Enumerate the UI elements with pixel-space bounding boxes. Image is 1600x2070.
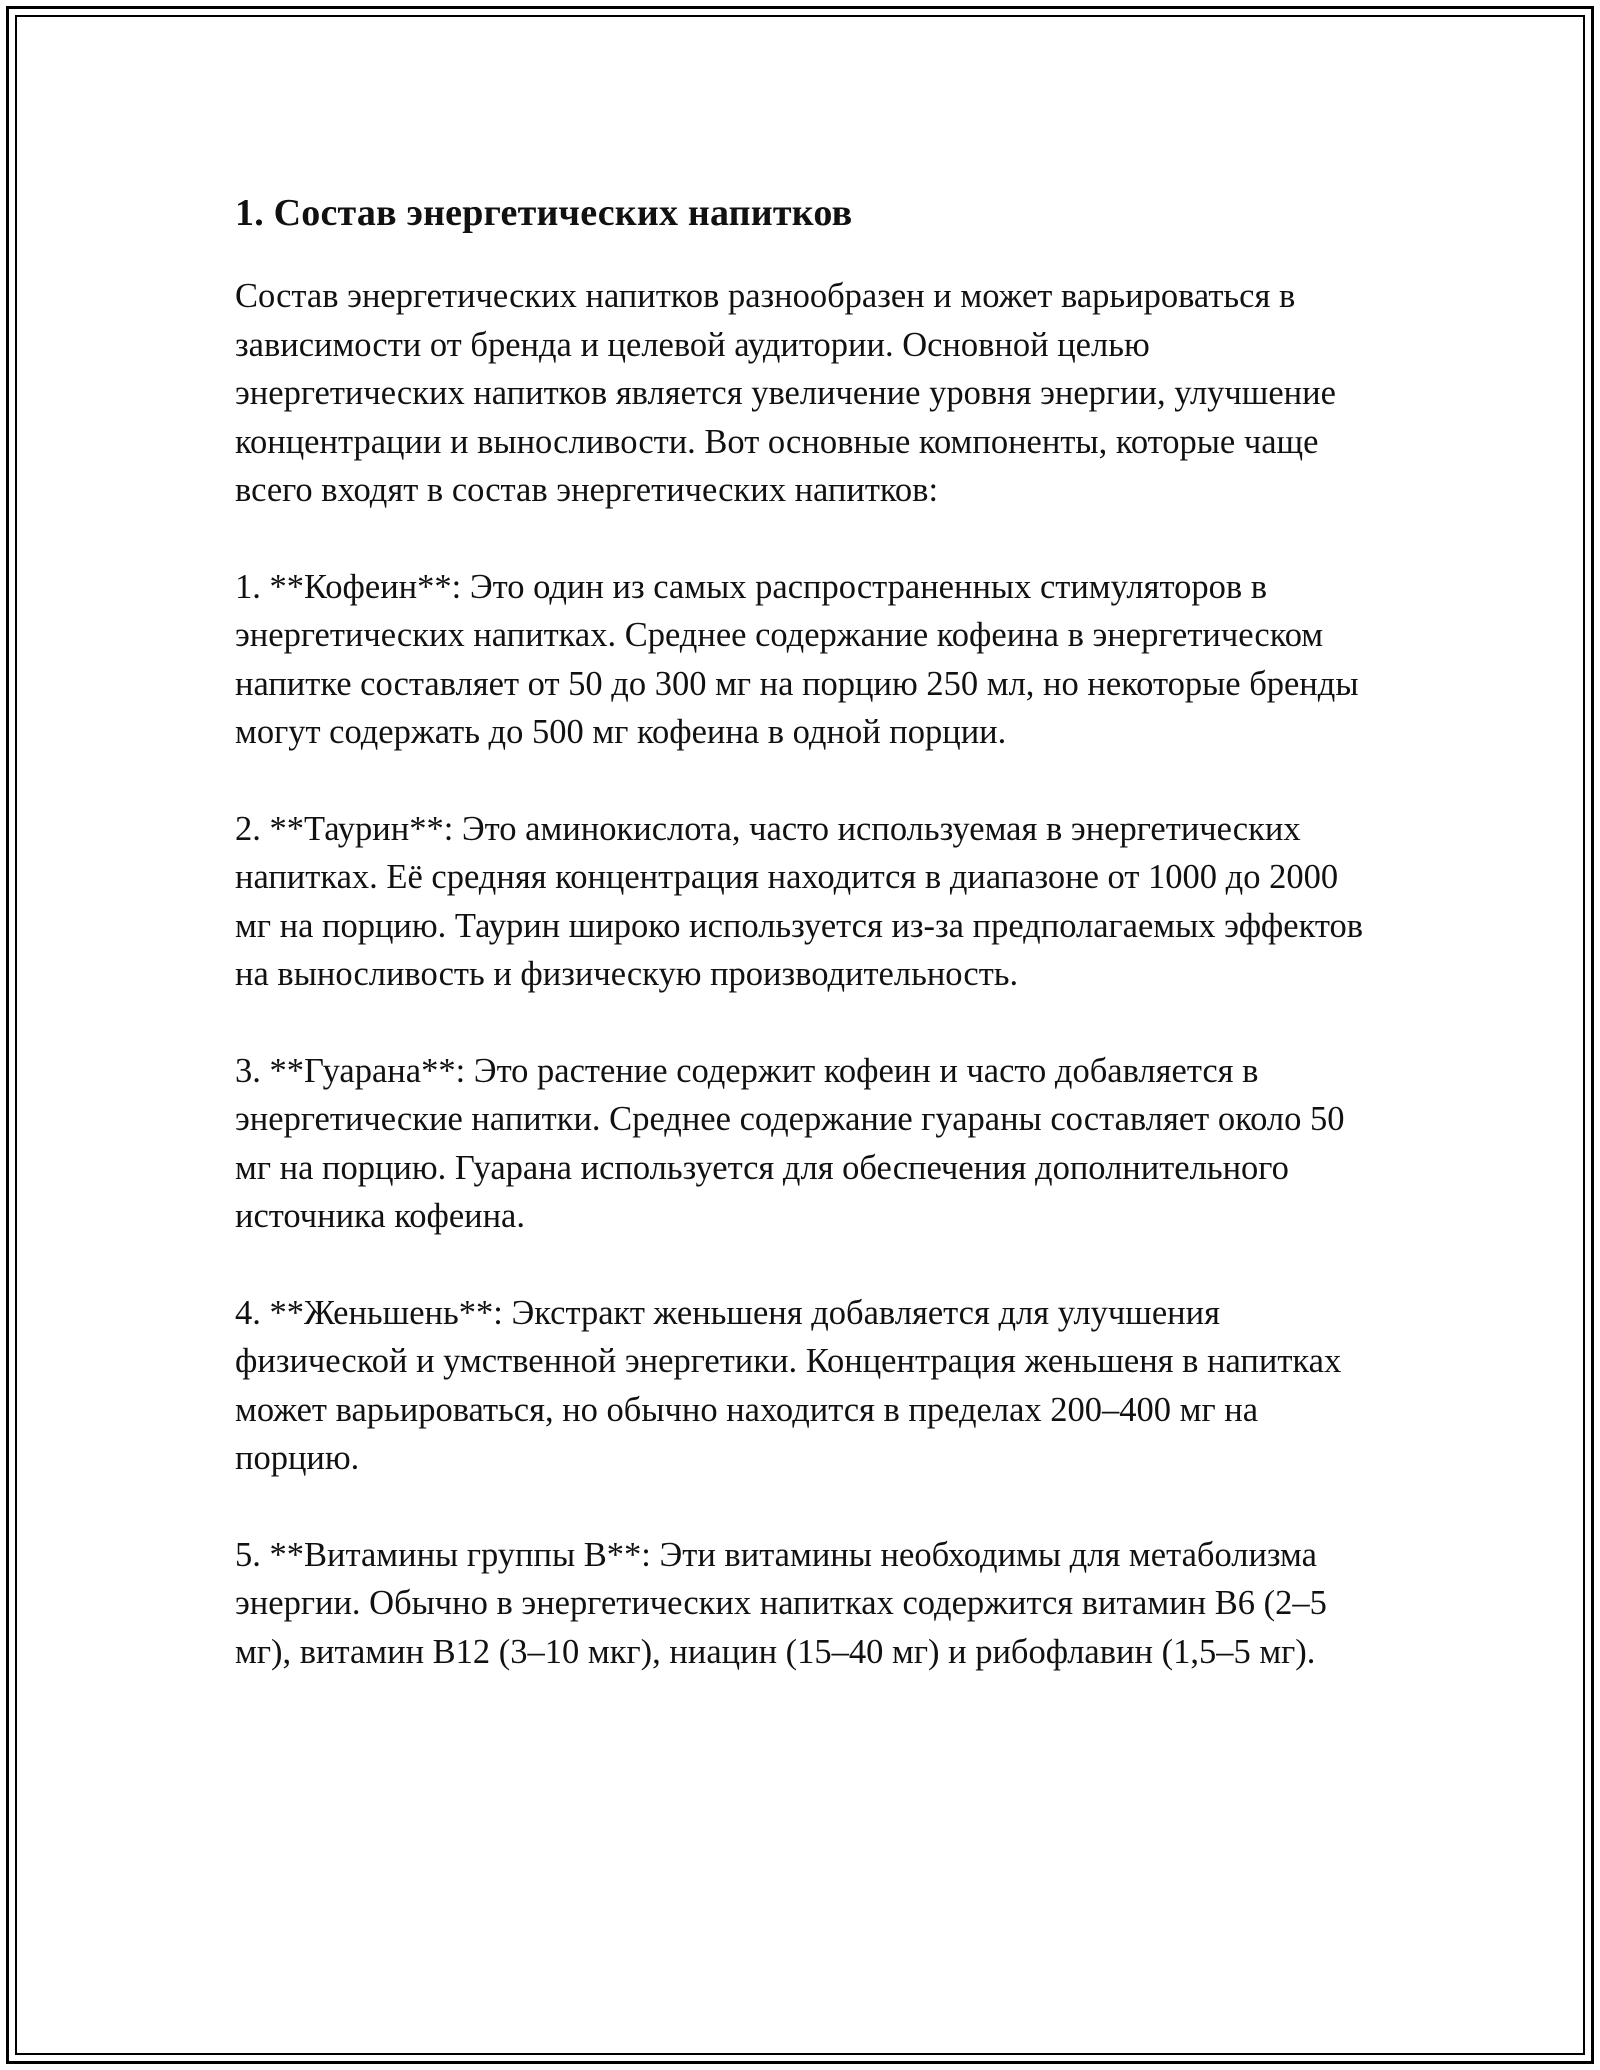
document-body — [235, 187, 1375, 1724]
taurine-paragraph: 2. **Таурин**: Это аминокислота, часто используемая в энергетических напитках. Её средняя концентрация находится в диапазоне от 1000 до 2000 мг на порцию. Таурин широко используется из-за предполагаемых эффектов на выносливость и физическую производительность. — [235, 809, 1364, 993]
caffeine-paragraph: 1. **Кофеин**: Это один из самых распространенных стимуляторов в энергетических напитках. Среднее содержание кофеина в энергетическом напитке составляет от 50 до 300 мг на порцию 250 мл, но некоторые бренды могут содержать до 500 мг кофеина в одной порции. — [235, 567, 1359, 751]
intro-paragraph: Состав энергетических напитков разнообразен и может варьироваться в зависимости от бренда и целевой аудитории. Основной целью энергетических напитков является увеличение уровня энергии, улучшение концентрации и выносливости. Вот основные компоненты, которые чаще всего входят в состав энергетических напитков: — [235, 277, 1336, 509]
section-heading: 1. Состав энергетических напитков — [235, 192, 853, 234]
ginseng-paragraph: 4. **Женьшень**: Экстракт женьшеня добавляется для улучшения физической и умственной энергетики. Концентрация женьшеня в напитках может варьироваться, но обычно находится в пределах 200–400 мг на порцию. — [235, 1293, 1342, 1477]
vitamins-b-paragraph: 5. **Витамины группы B**: Эти витамины необходимы для метаболизма энергии. Обычно в энергетических напитках содержится витамин B6 (2–5 мг), витамин B12 (3–10 мкг), ниацин (15–40 мг) и рибофлавин (1,5–5 мг). — [235, 1535, 1327, 1671]
guarana-paragraph: 3. **Гуарана**: Это растение содержит кофеин и часто добавляется в энергетические напитки. Среднее содержание гуараны составляет около 50 мг на порцию. Гуарана используется для обеспечения дополнительного источника кофеина. — [235, 1051, 1345, 1235]
